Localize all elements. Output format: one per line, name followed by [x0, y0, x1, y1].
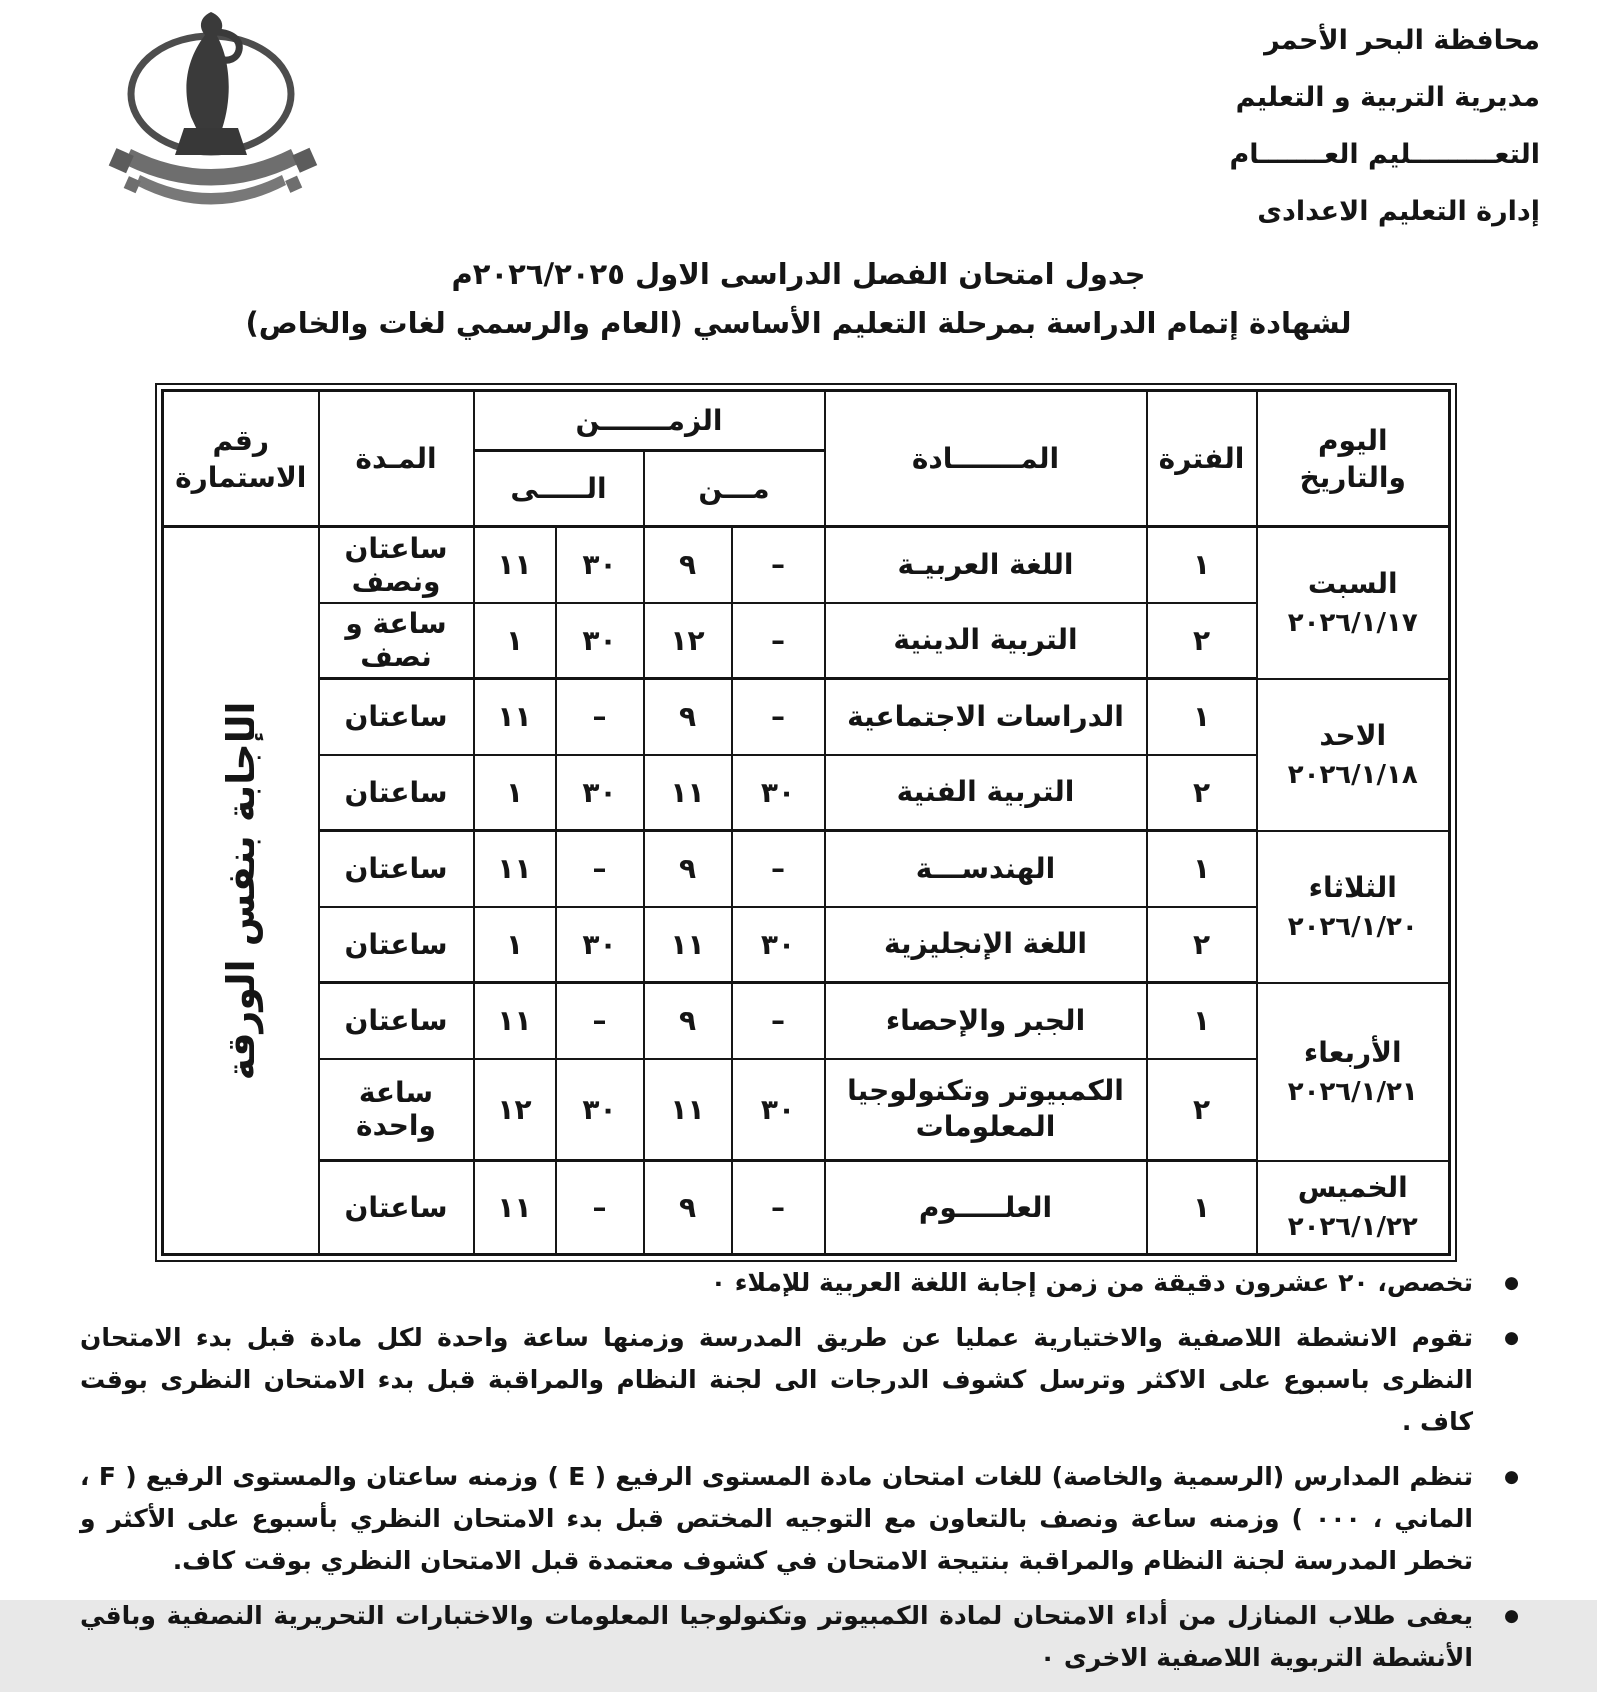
duration-cell: ساعة واحدة [319, 1059, 474, 1161]
subject-cell: اللغة العربيـة [825, 527, 1147, 603]
to-minute-cell: – [556, 983, 644, 1059]
bullet-icon: ● [1504, 1606, 1519, 1626]
to-minute-cell: – [556, 831, 644, 907]
from-hour-cell: ١١ [644, 755, 732, 831]
to-minute-cell: ٣٠ [556, 603, 644, 679]
to-hour-cell: ١١ [474, 831, 556, 907]
to-hour-cell: ١٢ [474, 1059, 556, 1161]
side-note-rotated: الإجابة بنفس الورقة [218, 701, 263, 1080]
bullet-icon: ● [1504, 1273, 1519, 1293]
note-item-3 [80, 1456, 1525, 1582]
subject-cell: اللغة الإنجليزية [825, 907, 1147, 983]
note-item-2 [80, 1317, 1525, 1443]
to-hour-cell: ١ [474, 907, 556, 983]
day-name: الاحد [1319, 718, 1387, 752]
subject-cell: الكمبيوتر وتكنولوجيا المعلومات [825, 1059, 1147, 1161]
note-text: يعفى طلاب المنازل من أداء الامتحان لمادة الكمبيوتر وتكنولوجيا المعلومات والاختبارات التحريرية النصفية وباقي الأنشطة التربوية اللاصفية الاخرى ٠ [80, 1601, 1473, 1672]
to-hour-cell: ١ [474, 603, 556, 679]
duration-cell: ساعتان ونصف [319, 527, 474, 603]
from-minute-cell: – [732, 527, 825, 603]
period-cell: ١ [1147, 1161, 1257, 1255]
period-cell: ٢ [1147, 907, 1257, 983]
title-line-2: لشهادة إتمام الدراسة بمرحلة التعليم الأساسي (العام والرسمي لغات والخاص) [245, 306, 1352, 340]
to-hour-cell: ١١ [474, 679, 556, 755]
form-number-side-cell [163, 527, 319, 1255]
from-minute-cell: – [732, 1161, 825, 1255]
day-date: ٢٠٢٦/١/٢٠ [1287, 911, 1418, 942]
note-item-4 [80, 1595, 1525, 1679]
subject-cell: الجبر والإحصاء [825, 983, 1147, 1059]
from-minute-cell: ٣٠ [732, 755, 825, 831]
duration-cell: ساعتان [319, 983, 474, 1059]
to-hour-cell: ١١ [474, 983, 556, 1059]
day-name: السبت [1307, 566, 1398, 600]
day-name: الخميس [1297, 1171, 1408, 1205]
period-cell: ١ [1147, 831, 1257, 907]
note-text: تنظم المدارس (الرسمية والخاصة) للغات امتحان مادة المستوى الرفيع ( E ) وزمنه ساعتان والمستوى الرفيع ( F ، الماني ، ٠٠٠ ) وزمنه ساعة ونصف بالتعاون مع التوجيه المختص قبل بدء الامتحان النظري بأسبوع على الأكثر و تخطر المدرسة لجنة النظام والمراقبة بنتيجة الامتحان في كشوف معتمدة قبل الامتحان النظري بوقت كاف. [80, 1462, 1474, 1575]
note-text: تخصص، ٢٠ عشرون دقيقة من زمن إجابة اللغة العربية للإملاء ٠ [710, 1268, 1473, 1297]
from-hour-cell: ٩ [644, 983, 732, 1059]
page-title [0, 250, 1597, 348]
col-header-time-from: مـــن [644, 451, 825, 527]
bullet-icon: ● [1504, 1467, 1519, 1487]
col-header-period: الفترة [1147, 391, 1257, 527]
from-hour-cell: ٩ [644, 831, 732, 907]
subject-cell: العلـــــوم [825, 1161, 1147, 1255]
subject-cell: التربية الدينية [825, 603, 1147, 679]
to-minute-cell: – [556, 679, 644, 755]
subject-cell: الهندســـة [825, 831, 1147, 907]
org-line-directorate: مديرية التربية و التعليم [1235, 82, 1540, 113]
title-line-1: جدول امتحان الفصل الدراسى الاول ٢٠٢٦/٢٠٢٥م [451, 257, 1146, 291]
subject-cell: التربية الفنية [825, 755, 1147, 831]
governorate-logo [98, 2, 328, 214]
col-header-time-to: الـــــى [474, 451, 644, 527]
from-hour-cell: ١١ [644, 907, 732, 983]
duration-cell: ساعتان [319, 1161, 474, 1255]
org-header [1230, 12, 1541, 240]
to-minute-cell: – [556, 1161, 644, 1255]
bullet-icon: ● [1504, 1328, 1519, 1348]
to-minute-cell: ٣٠ [556, 755, 644, 831]
from-minute-cell: ٣٠ [732, 907, 825, 983]
col-header-day-line1: اليوم [1317, 423, 1388, 457]
from-hour-cell: ٩ [644, 527, 732, 603]
day-name: الأربعاء [1303, 1035, 1402, 1069]
to-hour-cell: ١١ [474, 1161, 556, 1255]
footnotes-list [80, 1262, 1525, 1692]
from-minute-cell: – [732, 603, 825, 679]
period-cell: ٢ [1147, 755, 1257, 831]
day-date: ٢٠٢٦/١/١٨ [1287, 759, 1418, 790]
from-minute-cell: – [732, 831, 825, 907]
col-header-form-line1: رقم [212, 423, 269, 457]
day-date: ٢٠٢٦/١/٢١ [1287, 1076, 1418, 1107]
col-header-day [1257, 391, 1450, 527]
from-minute-cell: ٣٠ [732, 1059, 825, 1161]
col-header-form-line2: الاستمارة [175, 460, 307, 494]
to-hour-cell: ١ [474, 755, 556, 831]
org-line-governorate: محافظة البحر الأحمر [1264, 25, 1540, 56]
period-cell: ٢ [1147, 603, 1257, 679]
period-cell: ١ [1147, 527, 1257, 603]
duration-cell: ساعتان [319, 907, 474, 983]
col-header-duration: المـدة [319, 391, 474, 527]
day-cell-thursday [1257, 1161, 1450, 1255]
from-hour-cell: ١٢ [644, 603, 732, 679]
day-cell-tuesday [1257, 831, 1450, 983]
col-header-time: الزمـــــــن [474, 391, 825, 451]
from-hour-cell: ١١ [644, 1059, 732, 1161]
from-hour-cell: ٩ [644, 679, 732, 755]
period-cell: ١ [1147, 983, 1257, 1059]
from-hour-cell: ٩ [644, 1161, 732, 1255]
period-cell: ١ [1147, 679, 1257, 755]
note-text: تقوم الانشطة اللاصفية والاختيارية عمليا عن طريق المدرسة وزمنها ساعة واحدة لكل مادة قبل بدء الامتحان النظرى باسبوع على الاكثر وترسل كشوف الدرجات الى لجنة النظام والمراقبة قبل بدء الامتحان النظرى بوقت كاف . [80, 1323, 1473, 1436]
day-cell-sunday [1257, 679, 1450, 831]
day-date: ٢٠٢٦/١/٢٢ [1287, 1212, 1418, 1243]
duration-cell: ساعتان [319, 831, 474, 907]
day-name: الثلاثاء [1308, 870, 1397, 904]
day-cell-wednesday [1257, 983, 1450, 1161]
from-minute-cell: – [732, 679, 825, 755]
org-line-general-education: التعـــــــــليم العـــــــام [1229, 139, 1540, 170]
to-minute-cell: ٣٠ [556, 527, 644, 603]
org-line-prep-administration: إدارة التعليم الاعدادى [1257, 196, 1540, 227]
col-header-form-number [163, 391, 319, 527]
note-item-1 [80, 1262, 1525, 1304]
to-minute-cell: ٣٠ [556, 907, 644, 983]
exam-schedule-table [155, 383, 1457, 1262]
duration-cell: ساعتان [319, 679, 474, 755]
duration-cell: ساعة و نصف [319, 603, 474, 679]
day-date: ٢٠٢٦/١/١٧ [1287, 607, 1418, 638]
emblem-statue-icon [98, 2, 328, 217]
subject-cell: الدراسات الاجتماعية [825, 679, 1147, 755]
from-minute-cell: – [732, 983, 825, 1059]
period-cell: ٢ [1147, 1059, 1257, 1161]
day-cell-saturday [1257, 527, 1450, 679]
duration-cell: ساعتان [319, 755, 474, 831]
to-minute-cell: ٣٠ [556, 1059, 644, 1161]
to-hour-cell: ١١ [474, 527, 556, 603]
col-header-subject: المـــــــادة [825, 391, 1147, 527]
col-header-day-line2: والتاريخ [1299, 460, 1406, 494]
